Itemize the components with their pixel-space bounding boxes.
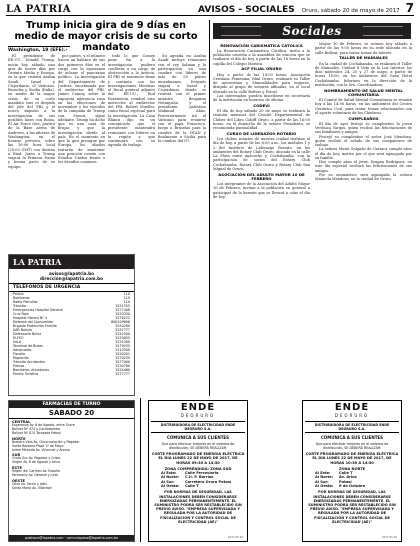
pharmacy-date: SÁBADO 20	[9, 408, 134, 419]
phone-name: Terminal de Buses	[13, 344, 43, 348]
pharmacy-zone: ESTE	[12, 466, 22, 471]
phone-number: 800109696	[111, 320, 130, 324]
ende-ad	[148, 400, 248, 542]
article-text: por países, y el número hacen un balance de sus dos primeros días en el cargo con la esperanza de aclarar el panorama político. La investigación del Departamento de Justicia, encabezada por el exdirector del FBI, James Comey, sobre la supuesta injerencia rusa en las elecciones de noviembre y los vínculos de la campaña de Trump con Moscú, sigue adelante. Trump ha dicho que es una caza de brujas y que la investigación divide al país. En el momento en que la gira prosigue por Europa, los aliados tratarán de mantener una posición común con Estados Unidos frente a los desafíos comunes.	[58, 54, 105, 165]
ad-zone-direction: Al Norte:	[161, 475, 180, 480]
social-heading: NOMBRAMIENTO DE SALUD MENTAL COMUNITARIA	[324, 87, 403, 97]
phone-name: Hospital Obrero Nº 4	[13, 316, 48, 320]
ende-logo: ENDE	[334, 402, 370, 413]
ende-logo-sub: DEORURO	[334, 413, 370, 418]
social-heading: CODEVI	[253, 102, 270, 108]
social-paragraph: La señora María Salgado de Garnica cumple años el día de hoy, motivo por el que será agasajada por su familia.	[315, 147, 412, 160]
ad-zone-street: Av. Arica	[339, 475, 357, 480]
phone-name: Fiscalía	[13, 352, 25, 356]
social-paragraph: Por su onomástico será agasajada la señora Manuela Mendoza, en la ciudad de Oruro.	[315, 172, 412, 181]
phone-name: SeLA	[13, 340, 22, 344]
ad-communicate: COMUNICA A SUS CLIENTES	[166, 435, 230, 440]
social-paragraph: Festejó su cumpleaños el señor José Mendoza, quien recibió el saludo de sus compañeros de trabajo.	[315, 134, 412, 147]
email-link[interactable]: avisos@lapatria.bo	[49, 271, 94, 276]
article-column-3	[108, 54, 155, 249]
article-headline: Trump inicia gira de 9 días en medio de mayor crisis de su corto mandato	[14, 20, 198, 53]
article-column-4	[158, 54, 206, 249]
phone-number: 5257777	[115, 328, 130, 332]
ende-logo: ENDE	[180, 402, 216, 413]
ads-divider	[140, 398, 141, 542]
phone-number: 5270239	[115, 356, 130, 360]
ad-zone-direction: Al Sur:	[161, 479, 175, 484]
social-heading: RENOVACIÓN CARISMÁTICA CATÓLICA	[220, 42, 303, 48]
ad-program: CORTE PROGRAMADO DE ENERGÍA ELÉCTRICA EL DÍA LUNES 22 DE MAYO DE 2017, DE HORAS 10:30 A 14:30	[305, 452, 399, 465]
pharmacy-item: Virgen del Carmen Av. España	[12, 469, 60, 474]
ad-communicate: COMUNICA A SUS CLIENTES	[320, 435, 384, 440]
pharmacy-item: Esperanza Av. 6 de Agosto, entre Sucre	[12, 423, 75, 427]
pharmacy-item: Nuestra Vida Av. Circunvalación y Pagador	[12, 439, 80, 444]
issue-date: Oruro, sábado 20 de mayo de 2017	[301, 8, 400, 14]
contact-emails	[9, 271, 134, 281]
pharmacy-item: Santa Barbara Plaza 1º de Mayo	[12, 443, 64, 448]
phone-name: Bomberos Voluntarios	[13, 368, 50, 372]
social-paragraph: En la ciudad de Cochabamba, se realizará el Taller de Manuales, Unidad 8 Vida en la Luz Interior, los días miércoles 24, 25 y 27 de mayo, a partir de horas 15:00, en los ambientes del Gran Hotel Cochabamba. Informes en la dirección de la institución, con la Sra. Coordinadora.	[315, 61, 412, 87]
ad-zone-row	[305, 484, 399, 488]
article-column-2	[58, 54, 105, 249]
ad-zone-street: C.II. P. Barrios	[185, 475, 214, 480]
banner-ornament	[363, 26, 403, 36]
phone-number: 5279535	[115, 344, 130, 348]
ad-zone-street: Carretera Oruro Potosí	[185, 479, 232, 484]
ad-intro: Que para efectuar mejoras en el sistema de distribución, SE DEBERÁ REALIZAR:	[161, 442, 235, 450]
ad-note: POR NORMAS DE SEGURIDAD, LAS INSTALACIONES DEBEN CONSIDERARSE ENERGIZADAS PERMANENTEMENTE. EL SUMINISTRO PODRÁ SER RESTABLECIDO SIN PREVIO AVISO. "EMPRESA SUPERVISADA Y REGULADA POR LA AUTORIDAD DE FISCALIZACIÓN Y CONTROL SOCIAL DE ELECTRICIDAD (AE)"	[308, 490, 396, 524]
social-paragraph: Las interesadas pueden inscribirse en secretaría de la institución en horarios de oficina.	[213, 93, 310, 102]
social-paragraph: Hoy a partir de las 14:00 horas, Asociación Cristiana Femenina, filial Oruro, realizará su Taller de Autoestima y Manualidades para mujeres, dirigido al grupo de señoras afiliadas, en el local ubicado en la calle Bolívar y Potosí.	[213, 72, 310, 94]
phone-number: 5276222	[115, 316, 130, 320]
phone-number: 5250780	[115, 364, 130, 368]
pharmacy-item: Jaime Miranda Av. Villarroel y Aroma	[12, 447, 70, 452]
phone-name: Aeropuerto	[13, 348, 32, 352]
ad-zone-title: ZONA NORTE	[338, 466, 366, 471]
newspaper-logo: LA PATRIA	[6, 4, 71, 15]
phone-name: Emergencias Hospital General	[13, 308, 63, 312]
social-paragraph: El día de hoy sábado 20 de mayo se realizará la reunión mensual del Comité Departamental de Clubes del Libro Cohiff Oruro, a partir de las 16:00 horas, en el domicilio de la señora Presidenta, se recomienda puntualidad.	[213, 109, 310, 130]
page-number: 7	[405, 1, 414, 15]
ad-zone-direction: Al Este:	[315, 471, 331, 476]
pharmacy-zone: NORTE	[12, 436, 26, 441]
phone-number: 110	[123, 300, 130, 304]
ad-zone-direction: Al Este:	[161, 471, 177, 476]
ad-zone-direction: Al Sur:	[315, 479, 329, 484]
phone-name: Prensa	[13, 364, 25, 368]
social-paragraph: Los clubes rotarios de nuestra ciudad realizan el día de hoy, a partir de las 8:00 a.m., los módulos 1 y 2 del Instituto de Liderazgo Rotario, en los ambientes del Rotary Club Oruro, ubicado en la calle La Plata entre Ayacucho y Cochabamba, con la participación de socios del Rotary Club Cochabamba, Rotary Club Oruro y Rotary Club San Miguel de Oruro.	[213, 137, 310, 171]
phone-number: 5242500	[115, 332, 130, 336]
phone-name: Radio Patrullas	[13, 300, 38, 304]
ad-zone-street: Calle Ferroviaria	[185, 471, 219, 476]
social-heading: CURSO DE LIDERAZGO ROTARIO	[226, 130, 297, 136]
sociales-banner	[213, 23, 411, 39]
sociales-column-2	[315, 42, 412, 396]
ad-code: 2017-05-20	[227, 536, 243, 539]
page-header	[6, 2, 414, 16]
phone-name: Defensa del Consumidor	[13, 320, 54, 324]
sociales-column-1	[213, 42, 310, 396]
phone-name: Migración	[13, 356, 30, 360]
ad-program: CORTE PROGRAMADO DE ENERGÍA ELÉCTRICA EL DÍA LUNES 22 DE MAYO DE 2017, DE HORAS 09:30 A 14:30	[151, 452, 245, 465]
ad-distributor: DISTRIBUIDORA DE ELECTRICIDAD ENDE DEORURO S.A.	[305, 421, 399, 433]
email-link[interactable]: dirección@lapatria.com.bo	[40, 276, 103, 281]
phone-name: ELFEO	[13, 336, 24, 340]
section-title: AVISOS - SOCIALES	[198, 5, 295, 15]
social-paragraph: Hoy cumple años el joven Dragan Rodríguez, en este día especial recibirá las felicitaciones de sus amigos.	[315, 160, 412, 173]
ad-code: 2017-05-20	[381, 536, 397, 539]
article-dateline: Washington, 19 (EFE).-	[8, 46, 70, 53]
ad-distributor: DISTRIBUIDORA DE ELECTRICIDAD ENDE DEORURO S.A.	[151, 421, 245, 433]
pharmacy-zone: SUR	[12, 453, 21, 458]
phone-number: 5277777	[115, 372, 130, 376]
phone-number: 5251300	[115, 340, 130, 344]
phone-number: 5250280	[115, 324, 130, 328]
pharmacy-list	[9, 420, 134, 491]
pharmacy-box	[8, 400, 135, 542]
pharmacy-item: Bolívar Nº 474 y Cochabamba	[12, 426, 60, 431]
phone-name: Policía	[13, 292, 24, 296]
ad-zone-direction: Al Oeste:	[161, 484, 180, 489]
phone-name: SAR Bolivia	[13, 328, 32, 332]
column-divider	[209, 20, 210, 396]
phones-title: TELÉFONOS DE URGENCIA	[9, 283, 134, 292]
social-paragraph: Los integrantes de la Asociación del Adulto Mayor 10 de Febrero, invitan a la población en general a participar de la kermés que se llevará a cabo el día de hoy.	[213, 182, 310, 199]
phone-number: 119	[123, 296, 130, 300]
phone-number: 5277000	[115, 360, 130, 364]
social-heading: ACF FILIAL ORURO	[241, 66, 282, 72]
phone-name: Bomberos	[13, 296, 30, 300]
phone-number: 5250201	[115, 352, 130, 356]
phone-number: 110	[123, 292, 130, 296]
ad-zone-direction: Al Oeste:	[315, 484, 334, 489]
phone-number: 5254460	[115, 368, 130, 372]
phone-name: Cruz Roja	[13, 312, 29, 316]
social-paragraph: Mayor 10 de Febrero, se reúnen hoy sábado a partir de las 9:00 horas en su sede ubicada en la calle Bolívar, para tratar temas de interés.	[315, 42, 412, 55]
social-paragraph: La Renovación Carismática Católica, invita a la población orureña a la asamblea de oración que se realizará el día de hoy a partir de las 18 horas en la capilla del Colegio Marista.	[213, 48, 310, 66]
sociales-title: Sociales	[282, 24, 342, 38]
phone-name: Tránsito	[13, 304, 26, 308]
pharmacy-footer: publique@lapatria.com · comuníquese@lapatria.com.bo	[9, 535, 134, 541]
ad-zone-street: Calle T	[339, 471, 353, 476]
phone-number: 5277408	[115, 308, 130, 312]
article-column-1	[8, 54, 55, 249]
pharmacy-item: Farmacity Av. Dehene y Junín	[12, 473, 59, 478]
ende-logo-sub: DEORURO	[180, 413, 216, 418]
social-heading: TALLER DE MANUALES	[339, 55, 388, 61]
ad-note: POR NORMAS DE SEGURIDAD, LAS INSTALACIONES DEBEN CONSIDERARSE ENERGIZADAS PERMANENTEMENTE. EL SUMINISTRO PODRÁ SER RESTABLECIDO SIN PREVIO AVISO. "EMPRESA SUPERVISADA Y REGULADA POR LA AUTORIDAD DE FISCALIZACIÓN Y CONTROL SOCIAL DE ELECTRICIDAD (AE)"	[154, 490, 242, 524]
phone-number: 5251555	[115, 304, 130, 308]
phone-name: Brigada Protección Familia	[13, 324, 57, 328]
social-heading: CUMPLEAÑOS	[348, 115, 379, 121]
article-text: El presidente de EE.UU., Donald Trump, inicia hoy sábado una gira de nueve días por Oriente Medio y Europa, en la que visitará Arabia Saudí, Israel y Cisjordania, el Vaticano, Bruselas y Sicilia (Italia), en medio de la mayor crisis de su corto mandato tras el despido del jefe del FBI y el nuevo impulso a la investigación de sus posibles lazos con Rusia. El Air Force One, partirá de la Base aérea de Andrews, a las afueras de Washington, en el horario previsto, sobre las 16:00 hora local (20:00 GMT) con destino a Riad. Junto a Trump viajará la Primera Dama y buena parte de su equipo.	[8, 54, 55, 169]
article-text: todo lo que Comey pone fin a la investigación pudiera conllevar a un cargo de obstrucción a la justicia. El FBI se mantiene firme y continúa con las investigaciones. Mientras el fiscal general adjunto del EE.UU., Rod Rosenstein, nombró este miércoles al exdirector del FBI, Robert Mueller, como fiscal especial para la investigación. La Casa Blanca dijo en un comunicado que el presidente mantendrá reuniones con líderes en la región y que continuará con su agenda de trabajo.	[108, 54, 155, 148]
phone-name: Defensoría Niñez	[13, 332, 42, 336]
phone-number: 5253330	[115, 312, 130, 316]
banner-ornament	[221, 26, 261, 36]
ad-zone-street: Calle T	[185, 484, 199, 489]
ad-zone-row	[151, 484, 245, 488]
phone-name: Tránsito Accidentes	[13, 360, 45, 364]
pharmacy-zone: OESTE	[12, 479, 26, 484]
ad-intro: Que para efectuar mejoras en el sistema de distribución, SE DEBERÁ REALIZAR:	[315, 442, 389, 450]
pharmacy-item: Bolívar Nº 874 Tarapacá Potosí	[12, 430, 61, 435]
phone-name: Policía Turística	[13, 372, 39, 376]
pharmacy-item: Santa María Av. Villarroel	[12, 485, 52, 490]
pharmacy-zone: CENTRAL	[12, 420, 31, 424]
social-paragraph: El día de ayer festejó su cumpleaños la joven Verónica Vargas, quien recibió las felicitaciones de sus familiares y amigos.	[315, 121, 412, 135]
pharmacy-item: Olivo Av. Tacna y Jaén	[12, 482, 47, 487]
ad-zone-title: ZONA COMPRENDIDA: ZONA SUD	[164, 466, 232, 471]
article-text: Su agenda en Arabia Saudí incluye reuniones con el rey Salman y la participación en una cumbre con líderes de más de 50 países musulmanes. Después viajará a Israel y Cisjordania, donde se reunirá con el primer ministro Benjamin Netanyahu y el presidente palestino Mahmud Abás. Posteriormente irá al Vaticano para reunirse con el papa Francisco, luego a Bruselas para la cumbre de la OTAN y finalmente a Sicilia para la cumbre del G7.	[158, 54, 206, 143]
pharmacy-item: Virgen Av. 6 de Agosto y Arica	[12, 460, 60, 465]
ad-zone-direction: Al Norte:	[315, 475, 334, 480]
ad-zone-street: Potosí	[339, 479, 352, 484]
pharmacy-title: FARMACIAS DE TURNO	[9, 401, 134, 408]
phone-number: 5253055	[115, 336, 130, 340]
phone-number: 5113300	[115, 348, 130, 352]
ende-ad	[302, 400, 402, 542]
phone-row	[9, 372, 134, 376]
la-patria-box-title: LA PATRIA	[9, 255, 134, 269]
pharmacy-item: Cristo Sur Av. Pagador y Cristo	[12, 456, 61, 461]
ad-zone-street: 6 de Octubre	[339, 484, 366, 489]
la-patria-box	[8, 254, 135, 396]
phone-list	[9, 292, 134, 376]
social-heading: ASOCIACIÓN DEL ADULTO MAYOR 10 DE FEBRERO	[218, 171, 305, 181]
social-paragraph: El Comité de Salud Mental Comunitaria se reunirá hoy a las 14:00 horas, en las ambientes del Centro Gerátrico Ucal, para tratar temas relacionados con el aporte voluntario de los Chuñivos.	[315, 98, 412, 115]
